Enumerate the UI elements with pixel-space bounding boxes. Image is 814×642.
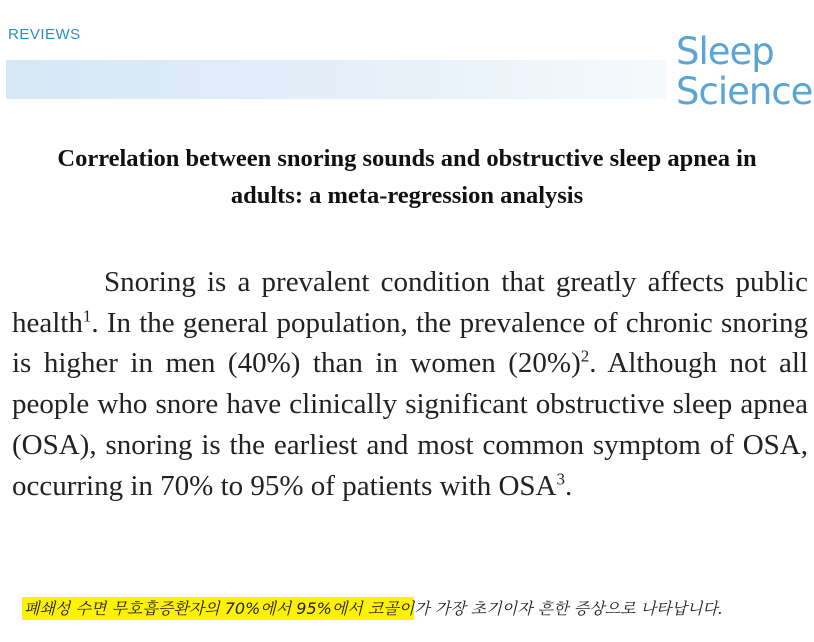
body-paragraph (12, 262, 808, 506)
citation-3: 3 (556, 468, 565, 488)
article-title (0, 140, 814, 214)
citation-2: 2 (580, 346, 590, 366)
body-text-1: Snoring is a prevalent condition that greatly affects public health (12, 266, 808, 339)
section-label: REVIEWS (8, 26, 81, 43)
logo-line-science: Science (676, 70, 813, 113)
title-line-1: Correlation between snoring sounds and obstructive sleep apnea in (57, 145, 757, 172)
logo-line-sleep: Sleep (676, 30, 774, 73)
highlighted-annotation: 폐쇄성 수면 무호흡증환자의 70%에서 95%에서 코골이 (24, 599, 415, 618)
title-line-2: adults: a meta-regression analysis (230, 182, 584, 209)
body-text-2: . In the general population, the prevalence of chronic snoring is higher in men (40%) than in women (20%) (12, 306, 808, 380)
annotation-rest: 가 가장 초기이자 흔한 증상으로 나타납니다. (414, 599, 723, 618)
journal-logo (676, 32, 812, 112)
body-text-3: . Although not all people who snore have clinically significant obstructive sleep apnea (OSA), snoring is the earliest and most common symptom of OSA, occurring in 70% to 95% of patients with OSA (12, 347, 809, 502)
handwritten-annotation (22, 596, 723, 622)
citation-1: 1 (82, 306, 92, 326)
header-band (6, 60, 666, 99)
body-text-4: . (564, 469, 573, 502)
